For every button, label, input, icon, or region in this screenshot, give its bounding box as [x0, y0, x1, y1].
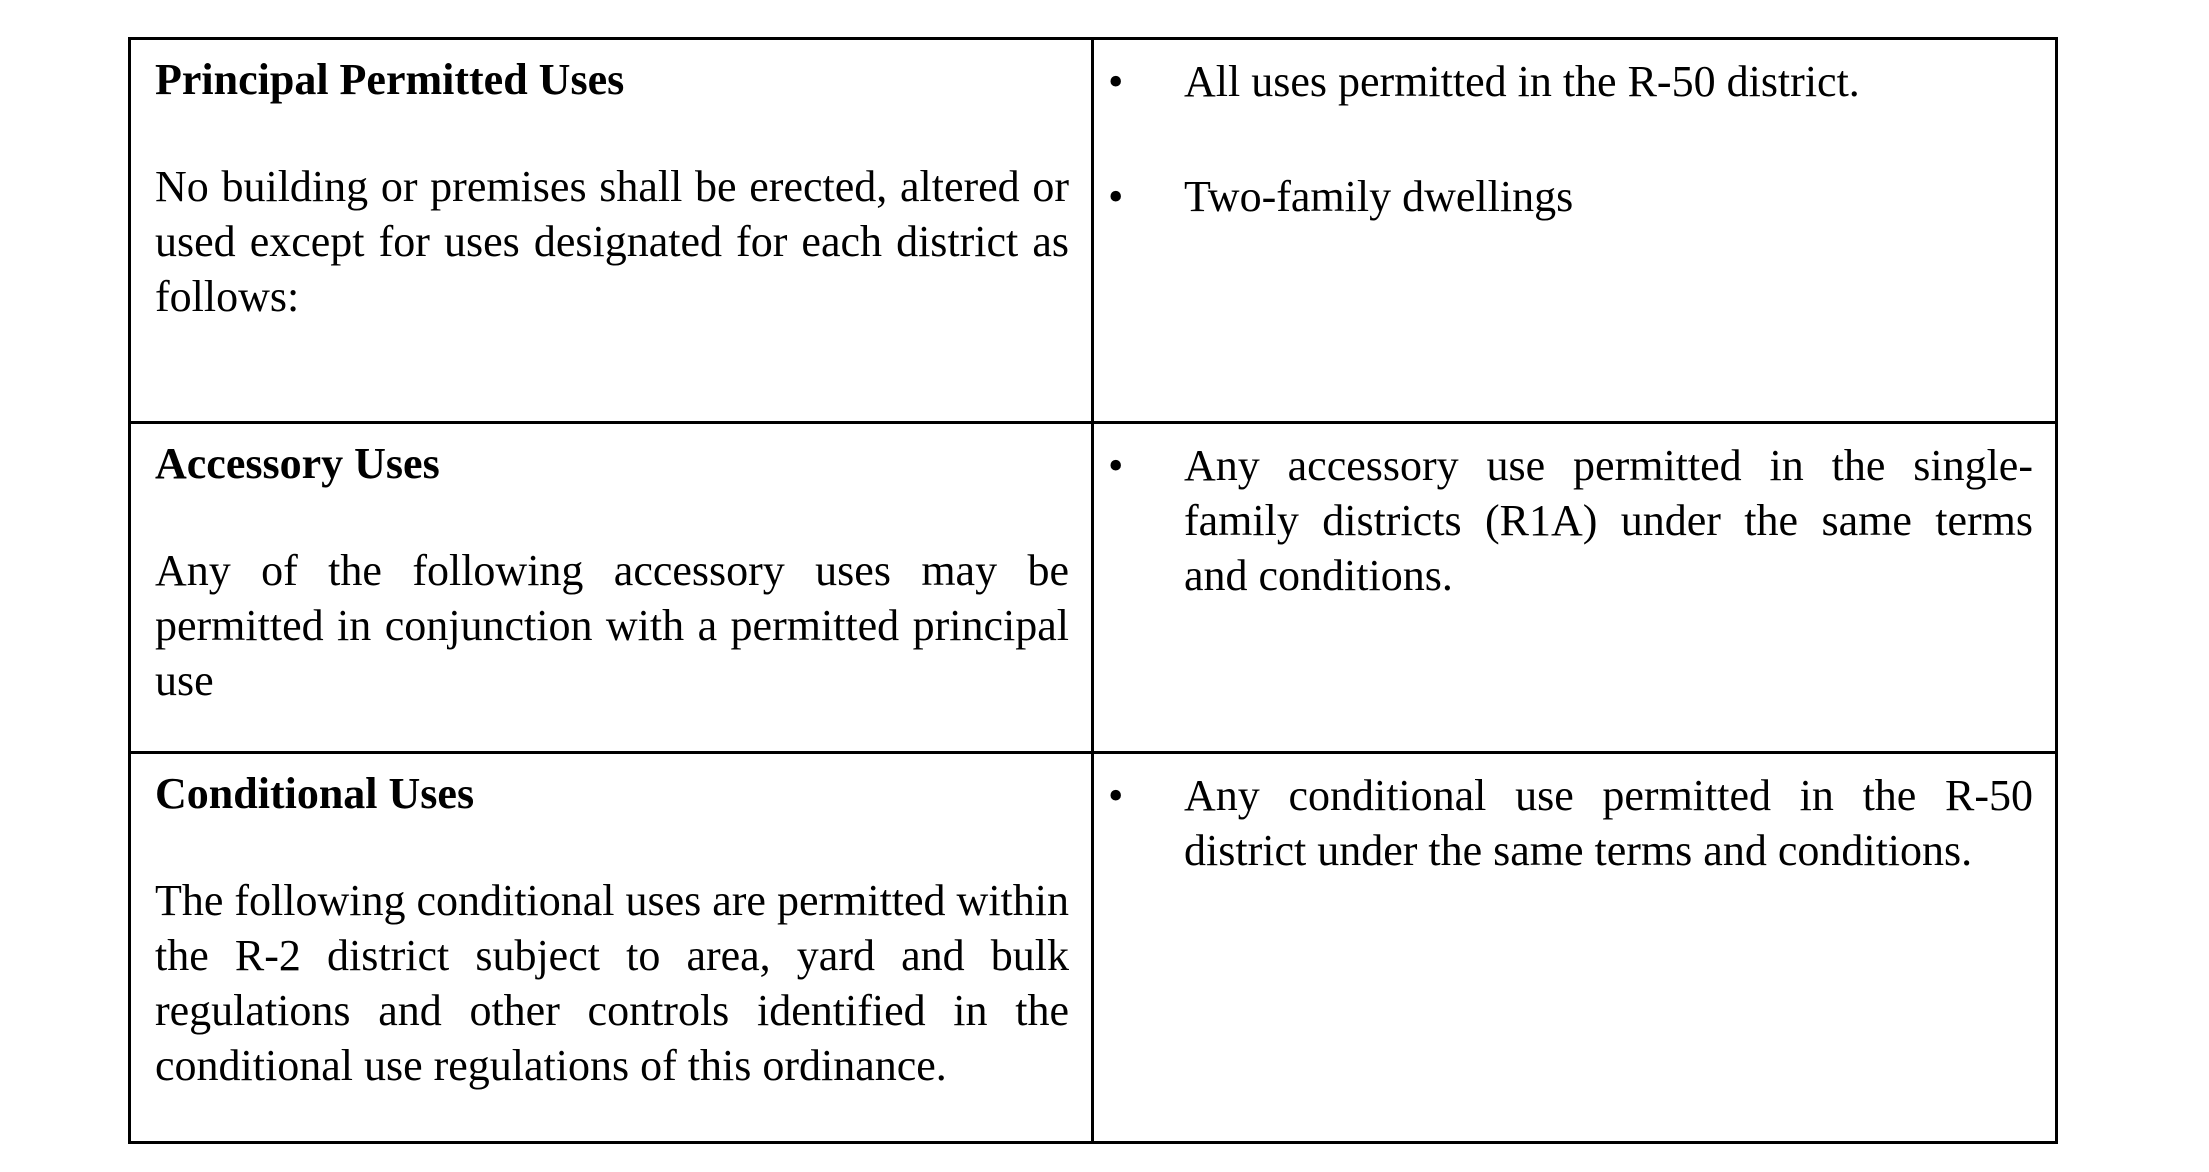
list-item-text: Two-family dwellings [1184, 172, 1574, 221]
table-row-conditional-uses [130, 753, 2057, 1143]
category-description: The following conditional uses are permitted within the R-2 district subject to area, yard and bulk regulations and other controls identified in the conditional use regulations of this ordinance. [155, 876, 1070, 1090]
list-item-text: All uses permitted in the R-50 district. [1184, 57, 1860, 106]
category-cell [130, 753, 1093, 1143]
category-heading: Conditional Uses [155, 769, 475, 818]
bullet-icon: • [1108, 57, 1124, 106]
permitted-uses-table [128, 37, 2058, 1144]
list-item [1094, 169, 2033, 224]
bullet-icon: • [1108, 172, 1124, 221]
list-item [1094, 768, 2033, 878]
list-item [1094, 54, 2033, 109]
list-item-text: Any conditional use permitted in the R-50 district under the same terms and conditions. [1184, 771, 2033, 875]
category-description: No building or premises shall be erected, altered or used except for uses designated for each district as follows: [155, 162, 1069, 321]
bullet-icon: • [1108, 441, 1124, 490]
bullet-icon: • [1108, 771, 1124, 820]
category-description: Any of the following accessory uses may be permitted in conjunction with a permitted principal use [155, 546, 1069, 705]
uses-cell [1093, 753, 2057, 1143]
category-cell [130, 39, 1093, 423]
list-item-text: Any accessory use permitted in the single-family districts (R1A) under the same terms and conditions. [1184, 441, 2033, 600]
list-item [1094, 438, 2033, 603]
category-heading: Accessory Uses [155, 439, 440, 488]
category-heading: Principal Permitted Uses [155, 55, 625, 104]
table-row-principal-permitted-uses [130, 39, 2057, 423]
uses-cell [1093, 39, 2057, 423]
table-row-accessory-uses [130, 423, 2057, 753]
uses-cell [1093, 423, 2057, 753]
category-cell [130, 423, 1093, 753]
